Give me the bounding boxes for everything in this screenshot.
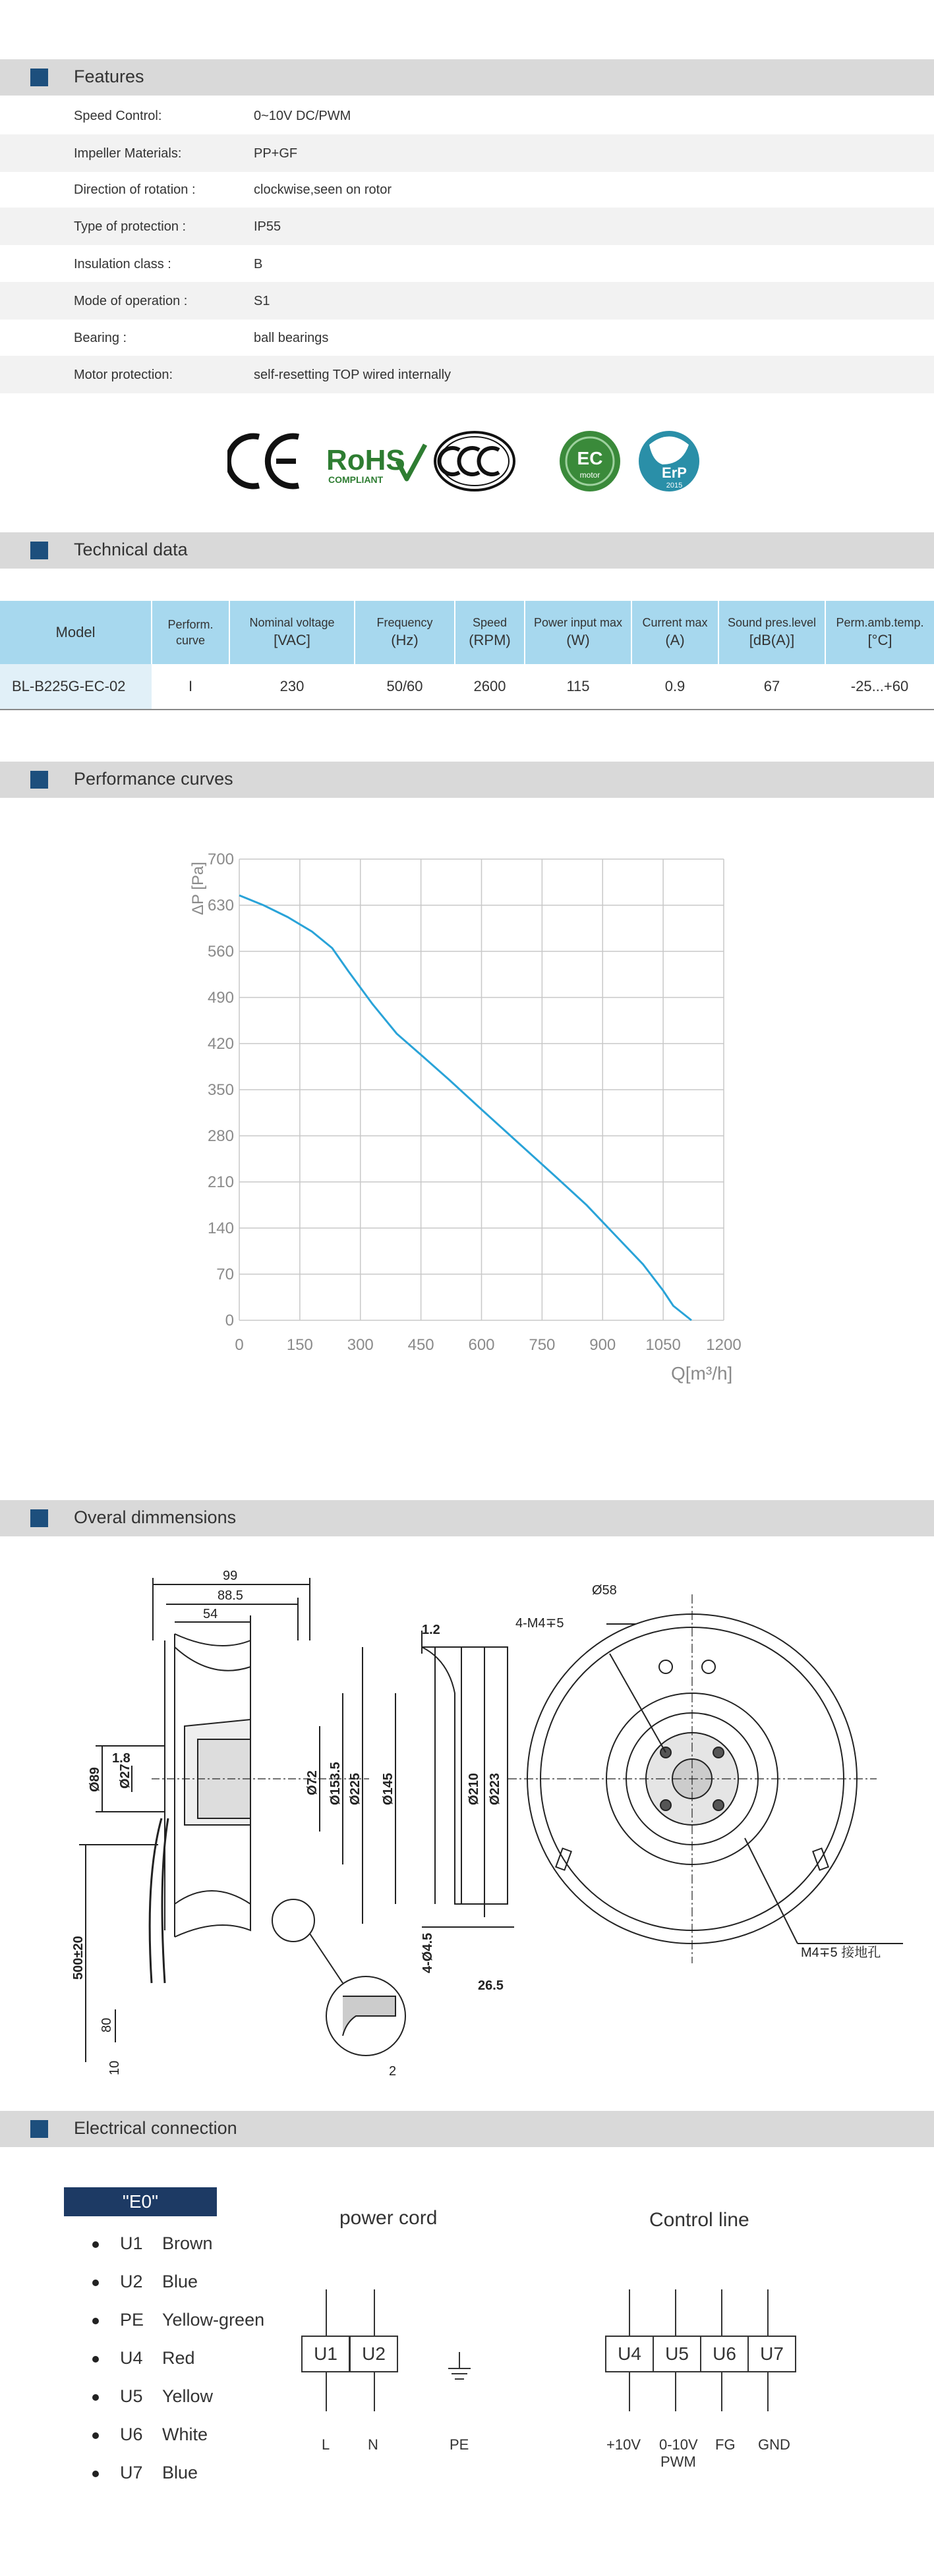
power-cord-title: power cord bbox=[339, 2207, 438, 2229]
feature-row bbox=[0, 97, 934, 134]
y-tick-label: 700 bbox=[207, 851, 234, 868]
technical-header bbox=[0, 532, 934, 569]
y-tick-label: 210 bbox=[207, 1173, 234, 1191]
x-tick-labels bbox=[235, 1336, 741, 1354]
feature-label: Bearing : bbox=[74, 331, 127, 345]
dim-label: 1.2 bbox=[422, 1623, 440, 1637]
terminal-box: U6 bbox=[700, 2336, 749, 2372]
feature-value: B bbox=[254, 257, 263, 271]
ccc-mark-icon bbox=[435, 432, 514, 490]
table-cell: -25...+60 bbox=[825, 664, 934, 710]
dim-label: Ø27 bbox=[118, 1764, 132, 1789]
dim-label: 26.5 bbox=[478, 1978, 504, 1993]
wire-list-item: U7 Blue bbox=[92, 2463, 198, 2483]
dim-label: Ø72 bbox=[305, 1770, 320, 1795]
dim-label: 88.5 bbox=[218, 1588, 243, 1603]
terminal-label: +10V bbox=[606, 2436, 641, 2453]
feature-value: ball bearings bbox=[254, 331, 329, 345]
terminal-label: L bbox=[322, 2436, 330, 2453]
dim-label: M4∓5 接地孔 bbox=[801, 1946, 881, 1960]
column-header: Nominal voltage [VAC] bbox=[229, 601, 355, 664]
dim-label: Ø89 bbox=[88, 1767, 102, 1792]
wire-list-item: U6 White bbox=[92, 2424, 208, 2445]
feature-label: Insulation class : bbox=[74, 257, 171, 271]
feature-row bbox=[0, 245, 934, 283]
technical-data-table bbox=[0, 601, 934, 710]
table-cell: 67 bbox=[718, 664, 825, 710]
column-header: Speed (RPM) bbox=[455, 601, 525, 664]
bullet-icon bbox=[92, 2394, 99, 2401]
dim-label: 500±20 bbox=[71, 1936, 86, 1980]
performance-header bbox=[0, 762, 934, 798]
section-marker bbox=[30, 1509, 48, 1527]
bullet-icon bbox=[92, 2432, 99, 2439]
table-cell: 115 bbox=[525, 664, 631, 710]
x-axis-label: Q[m³/h] bbox=[671, 1363, 733, 1384]
erp-text: ErP bbox=[662, 464, 687, 481]
column-header: Power input max (W) bbox=[525, 601, 631, 664]
feature-label: Motor protection: bbox=[74, 368, 173, 382]
x-tick-label: 1050 bbox=[645, 1336, 681, 1354]
x-tick-label: 0 bbox=[235, 1336, 244, 1354]
feature-value: S1 bbox=[254, 294, 270, 308]
feature-row bbox=[0, 282, 934, 320]
feature-row bbox=[0, 171, 934, 208]
dim-label: 2 bbox=[389, 2064, 397, 2079]
rohs-sub-text: COMPLIANT bbox=[328, 474, 384, 485]
terminal-label: PWM bbox=[660, 2453, 696, 2470]
wiring-code-badge: "E0" bbox=[64, 2187, 217, 2216]
dimension-drawing bbox=[0, 1561, 934, 2088]
erp-year-text: 2015 bbox=[666, 482, 683, 490]
y-tick-label: 280 bbox=[207, 1127, 234, 1145]
x-tick-label: 150 bbox=[286, 1336, 313, 1354]
table-cell: 0.9 bbox=[631, 664, 718, 710]
section-title: Electrical connection bbox=[74, 2118, 237, 2138]
dim-label: 4-Ø4.5 bbox=[421, 1932, 435, 1973]
column-header: Frequency (Hz) bbox=[355, 601, 455, 664]
x-tick-label: 750 bbox=[529, 1336, 556, 1354]
x-tick-label: 600 bbox=[468, 1336, 495, 1354]
wire-list-item: U2 Blue bbox=[92, 2272, 198, 2292]
dimensions-header bbox=[0, 1500, 934, 1536]
x-tick-label: 1200 bbox=[706, 1336, 742, 1354]
x-tick-label: 900 bbox=[589, 1336, 616, 1354]
performance-curve-line bbox=[239, 895, 691, 1320]
terminal-label: GND bbox=[758, 2436, 790, 2453]
y-tick-label: 70 bbox=[216, 1266, 234, 1283]
dim-label: Ø225 bbox=[348, 1773, 363, 1805]
feature-value: clockwise,seen on rotor bbox=[254, 182, 392, 197]
table-cell: 2600 bbox=[455, 664, 525, 710]
feature-value: IP55 bbox=[254, 219, 281, 234]
table-cell: 50/60 bbox=[355, 664, 455, 710]
feature-label: Type of protection : bbox=[74, 219, 187, 234]
ec-sub-text: motor bbox=[579, 470, 600, 480]
y-tick-label: 490 bbox=[207, 989, 234, 1007]
section-marker bbox=[30, 542, 48, 559]
dim-label: 99 bbox=[223, 1569, 238, 1583]
wire-list-item: U4 Red bbox=[92, 2348, 195, 2368]
feature-value: self-resetting TOP wired internally bbox=[254, 368, 452, 382]
features-header bbox=[0, 59, 934, 96]
bullet-icon bbox=[92, 2318, 99, 2324]
dim-label: Ø153.5 bbox=[328, 1762, 343, 1805]
terminal-box: U1 bbox=[301, 2336, 350, 2372]
section-title: Performance curves bbox=[74, 769, 233, 789]
feature-row bbox=[0, 356, 934, 393]
certification-logos bbox=[227, 425, 728, 497]
table-header-row bbox=[0, 601, 934, 664]
x-tick-label: 300 bbox=[347, 1336, 374, 1354]
electrical-header bbox=[0, 2111, 934, 2147]
column-header: Perm.amb.temp. [°C] bbox=[825, 601, 934, 664]
control-line-title: Control line bbox=[649, 2209, 749, 2231]
model-cell: BL-B225G-EC-02 bbox=[0, 664, 152, 710]
dim-label: 80 bbox=[100, 2017, 114, 2032]
bullet-icon bbox=[92, 2471, 99, 2477]
feature-label: Impeller Materials: bbox=[74, 146, 182, 161]
rohs-logo bbox=[326, 444, 425, 485]
terminal-box: U7 bbox=[747, 2336, 796, 2372]
section-title: Technical data bbox=[74, 540, 188, 559]
wire-list-item: PE Yellow-green bbox=[92, 2310, 264, 2330]
y-tick-label: 0 bbox=[225, 1312, 234, 1330]
dim-label: 1.8 bbox=[112, 1751, 131, 1766]
section-marker bbox=[30, 69, 48, 86]
dim-label: Ø223 bbox=[488, 1773, 502, 1805]
feature-row bbox=[0, 319, 934, 356]
terminal-box: U2 bbox=[349, 2336, 398, 2372]
chart-grid bbox=[239, 859, 724, 1320]
feature-label: Mode of operation : bbox=[74, 294, 188, 308]
dim-label: 4-M4∓5 bbox=[515, 1616, 564, 1631]
bullet-icon bbox=[92, 2356, 99, 2363]
feature-label: Speed Control: bbox=[74, 109, 162, 123]
section-marker bbox=[30, 771, 48, 789]
wire-list-item: U1 Brown bbox=[92, 2233, 213, 2254]
erp-logo bbox=[639, 431, 699, 491]
terminal-label: FG bbox=[715, 2436, 736, 2453]
feature-value: PP+GF bbox=[254, 146, 298, 161]
y-tick-label: 560 bbox=[207, 943, 234, 961]
column-header: Current max (A) bbox=[631, 601, 718, 664]
x-tick-label: 450 bbox=[407, 1336, 434, 1354]
ec-motor-logo bbox=[560, 431, 620, 491]
terminal-box: U5 bbox=[653, 2336, 701, 2372]
table-cell: 230 bbox=[229, 664, 355, 710]
feature-row bbox=[0, 208, 934, 245]
section-title: Overal dimmensions bbox=[74, 1507, 237, 1527]
terminal-label: N bbox=[368, 2436, 378, 2453]
terminal-label: PE bbox=[450, 2436, 469, 2453]
ce-mark-icon bbox=[228, 436, 299, 486]
y-tick-label: 420 bbox=[207, 1035, 234, 1053]
column-header: Sound pres.level [dB(A)] bbox=[718, 601, 825, 664]
y-axis-label: ΔP [Pa] bbox=[189, 862, 207, 915]
y-tick-label: 140 bbox=[207, 1219, 234, 1237]
ec-text: EC bbox=[577, 448, 603, 468]
y-tick-labels bbox=[208, 851, 234, 1330]
terminal-label: 0-10V bbox=[659, 2436, 698, 2453]
wire-list-item: U5 Yellow bbox=[92, 2386, 213, 2407]
feature-label: Direction of rotation : bbox=[74, 182, 196, 197]
table-row bbox=[0, 664, 934, 710]
column-header: Model bbox=[0, 601, 152, 664]
column-header: Perform. curve bbox=[152, 601, 229, 664]
y-tick-label: 630 bbox=[207, 897, 234, 914]
dim-label: Ø58 bbox=[592, 1583, 617, 1598]
section-title: Features bbox=[74, 67, 144, 86]
dim-label: Ø210 bbox=[467, 1773, 481, 1805]
performance-chart bbox=[0, 817, 934, 1410]
dim-label: 54 bbox=[203, 1607, 218, 1621]
dim-label: Ø145 bbox=[381, 1773, 395, 1805]
rohs-text: RoHS bbox=[326, 444, 405, 476]
bullet-icon bbox=[92, 2241, 99, 2248]
dim-label: 10 bbox=[107, 2060, 122, 2075]
terminal-box: U4 bbox=[605, 2336, 654, 2372]
table-cell: I bbox=[152, 664, 229, 710]
bullet-icon bbox=[92, 2280, 99, 2286]
feature-row bbox=[0, 134, 934, 172]
section-marker bbox=[30, 2120, 48, 2138]
y-tick-label: 350 bbox=[207, 1081, 234, 1099]
feature-value: 0~10V DC/PWM bbox=[254, 109, 351, 123]
